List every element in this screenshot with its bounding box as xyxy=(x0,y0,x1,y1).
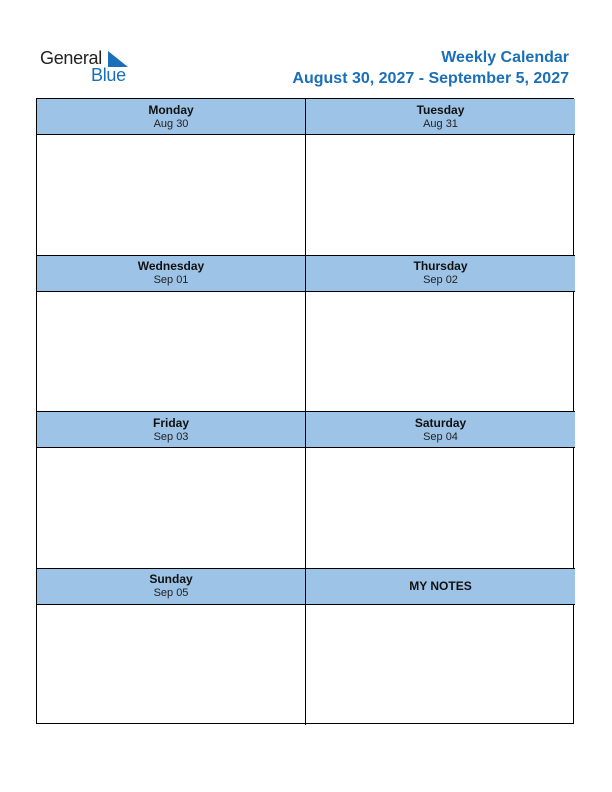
day-header xyxy=(37,99,305,135)
day-header xyxy=(37,256,305,292)
day-name: Tuesday xyxy=(416,102,465,117)
day-cell-tuesday xyxy=(306,99,575,256)
page-title: Weekly Calendar xyxy=(441,49,569,66)
day-cell-friday xyxy=(37,412,306,569)
day-header xyxy=(306,412,575,448)
day-header xyxy=(306,256,575,292)
logo-word-blue: Blue xyxy=(91,65,126,85)
day-name: Wednesday xyxy=(137,259,205,273)
day-name: Thursday xyxy=(413,259,468,273)
day-writing-area xyxy=(37,292,305,412)
day-cell-sunday xyxy=(37,569,306,726)
day-date: Sep 05 xyxy=(153,587,189,599)
day-name: Sunday xyxy=(149,572,193,586)
day-header xyxy=(37,412,305,448)
day-date: Sep 03 xyxy=(153,430,189,443)
notes-title: MY NOTES xyxy=(409,579,472,593)
day-writing-area xyxy=(306,292,575,412)
day-header xyxy=(306,99,575,135)
notes-header xyxy=(306,569,575,605)
calendar-title-block xyxy=(292,48,569,89)
day-date: Aug 30 xyxy=(153,117,189,130)
day-cell-thursday xyxy=(306,256,575,413)
notes-writing-area xyxy=(306,605,575,726)
day-name: Monday xyxy=(148,102,194,117)
day-writing-area xyxy=(37,605,305,726)
day-writing-area xyxy=(37,448,305,568)
day-date: Sep 02 xyxy=(423,274,458,286)
day-writing-area xyxy=(37,135,305,255)
day-date: Sep 04 xyxy=(423,430,458,443)
day-cell-saturday xyxy=(306,412,575,569)
logo-word-general: General xyxy=(40,48,102,68)
day-writing-area xyxy=(306,135,575,255)
notes-cell xyxy=(306,569,575,726)
day-date: Aug 31 xyxy=(423,117,458,130)
weekly-calendar-grid xyxy=(36,98,574,724)
date-range: August 30, 2027 - September 5, 2027 xyxy=(292,70,569,87)
day-name: Saturday xyxy=(414,415,467,430)
day-cell-monday xyxy=(37,99,306,256)
day-writing-area xyxy=(306,448,575,568)
day-header xyxy=(37,569,305,605)
day-date: Sep 01 xyxy=(153,274,189,286)
day-cell-wednesday xyxy=(37,256,306,413)
day-name: Friday xyxy=(152,415,189,430)
general-blue-logo xyxy=(40,47,140,87)
